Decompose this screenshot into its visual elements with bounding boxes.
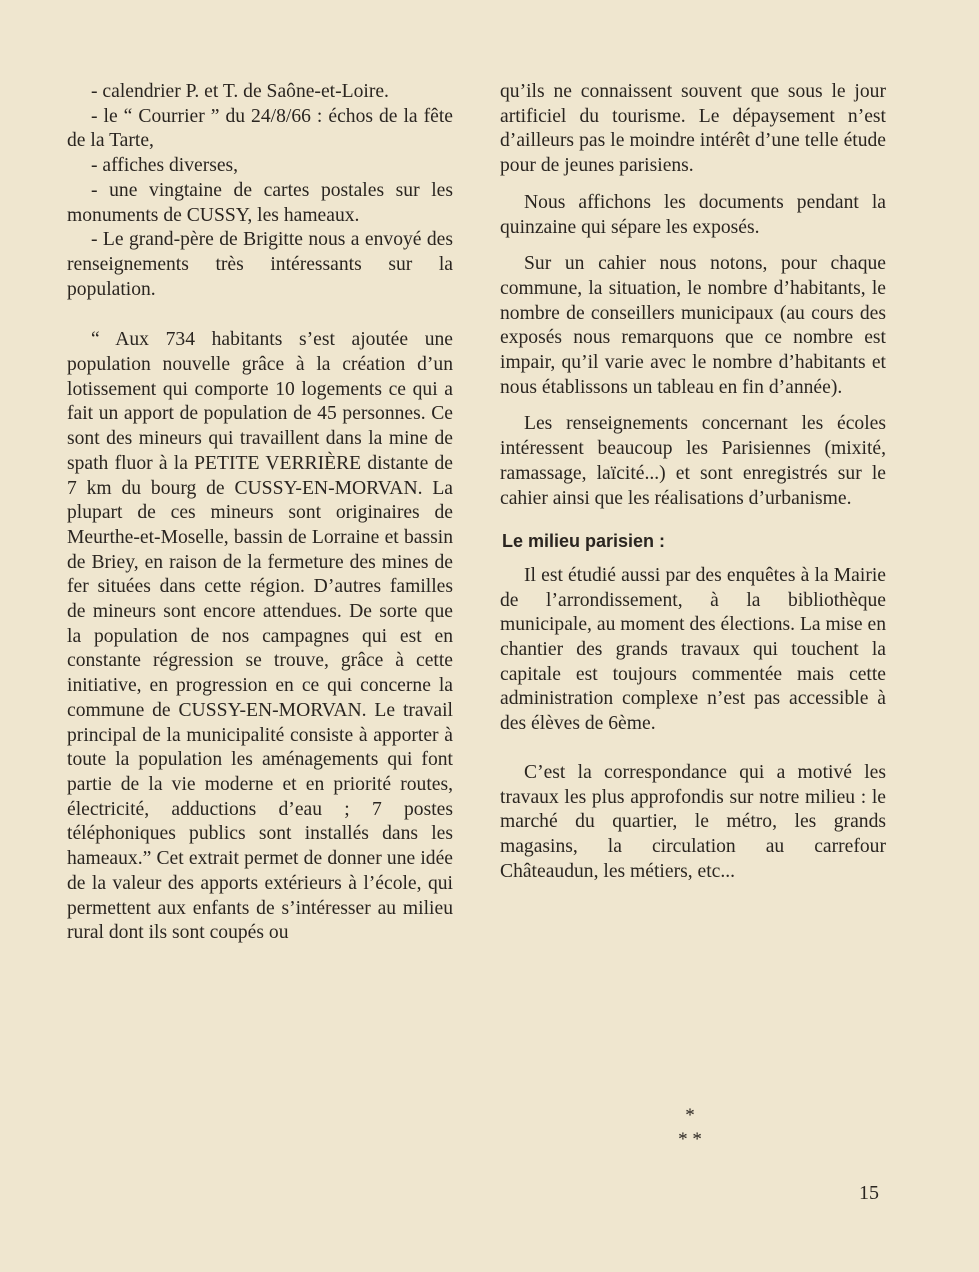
section-separator — [640, 1104, 740, 1152]
list-item: - Le grand-père de Brigitte nous a envoyé des renseignements très intéressants sur la population. — [67, 229, 453, 300]
quoted-extract: “ Aux 734 habitants s’est ajoutée une population nouvelle grâce à la création d’un lotissement qui comporte 10 logements ce qui a fait un apport de population de 45 personnes. Ce sont des mineurs qui travaillent dans la mine de spath fluor à la PETITE VERRIÈRE distante de 7 km du bourg de CUSSY-EN-MORVAN. La plupart de ces mineurs sont originaires de Meurthe-et-Moselle, bassin de Lorraine et bassin de Briey, en raison de la fermeture des mines de fer situées dans cette région. D’autres familles de mineurs sont encore attendues. De sorte que la population de nos campagnes qui est en constante régression se trouve, grâce à cette initiative, en progression en ce qui concerne la commune de CUSSY-EN-MORVAN. Le travail principal de la municipalité consiste à apporter à toute la population les aménagements qui font partie de la vie moderne et en priorité routes, électricité, adductions d’eau ; 7 postes téléphoniques publics sont installés dans les hameaux.” Cet extrait permet de donner une idée de la valeur des apports extérieurs à l’école, qui permettent aux enfants de s’intéresser au milieu rural dont ils sont coupés ou — [67, 329, 453, 944]
section-heading: Le milieu parisien : — [502, 531, 666, 552]
left-column — [67, 80, 453, 946]
separator-star: * — [685, 1105, 695, 1126]
paragraph: Les renseignements concernant les écoles intéressent beaucoup les Parisiennes (mixité, ramassage, laïcité...) et sont enregistrés sur le cahier ainsi que les réalisations d’urbanisme. — [500, 413, 886, 509]
right-column — [500, 80, 886, 884]
page-number: 15 — [859, 1182, 879, 1204]
paragraph: Il est étudié aussi par des enquêtes à la Mairie de l’arrondissement, à la bibliothèque municipale, au moment des élections. La mise en chantier des grands travaux qui touchent la capitale est toujours commentée mais cette administration complexe n’est pas accessible à des élèves de 6ème. — [500, 564, 886, 735]
separator-stars: * * — [678, 1129, 702, 1150]
list-item: - affiches diverses, — [91, 155, 239, 177]
list-item: - calendrier P. et T. de Saône-et-Loire. — [91, 81, 389, 102]
list-item: - une vingtaine de cartes postales sur les monuments de CUSSY, les hameaux. — [67, 179, 453, 226]
paragraph: Sur un cahier nous notons, pour chaque commune, la situation, le nombre d’habitants, le nombre de conseillers municipaux (au cours des exposés nous remarquons que ce nombre est impair, qu’il varie avec le nombre d’habitants et nous établissons un tableau en fin d’année). — [500, 253, 886, 398]
paragraph: Nous affichons les documents pendant la quinzaine qui sépare les exposés. — [500, 191, 886, 238]
paragraph: qu’ils ne connaissent souvent que sous le jour artificiel du tourisme. Le dépaysement n’est d’ailleurs pas le moindre intérêt d’une telle étude pour de jeunes parisiens. — [500, 81, 886, 177]
list-item: - le “ Courrier ” du 24/8/66 : échos de la fête de la Tarte, — [67, 105, 453, 152]
paragraph: C’est la correspondance qui a motivé les travaux les plus approfondis sur notre milieu : le marché du quartier, le métro, les grands magasins, la circulation au carrefour Châteaudun, les métiers, etc... — [500, 761, 886, 882]
